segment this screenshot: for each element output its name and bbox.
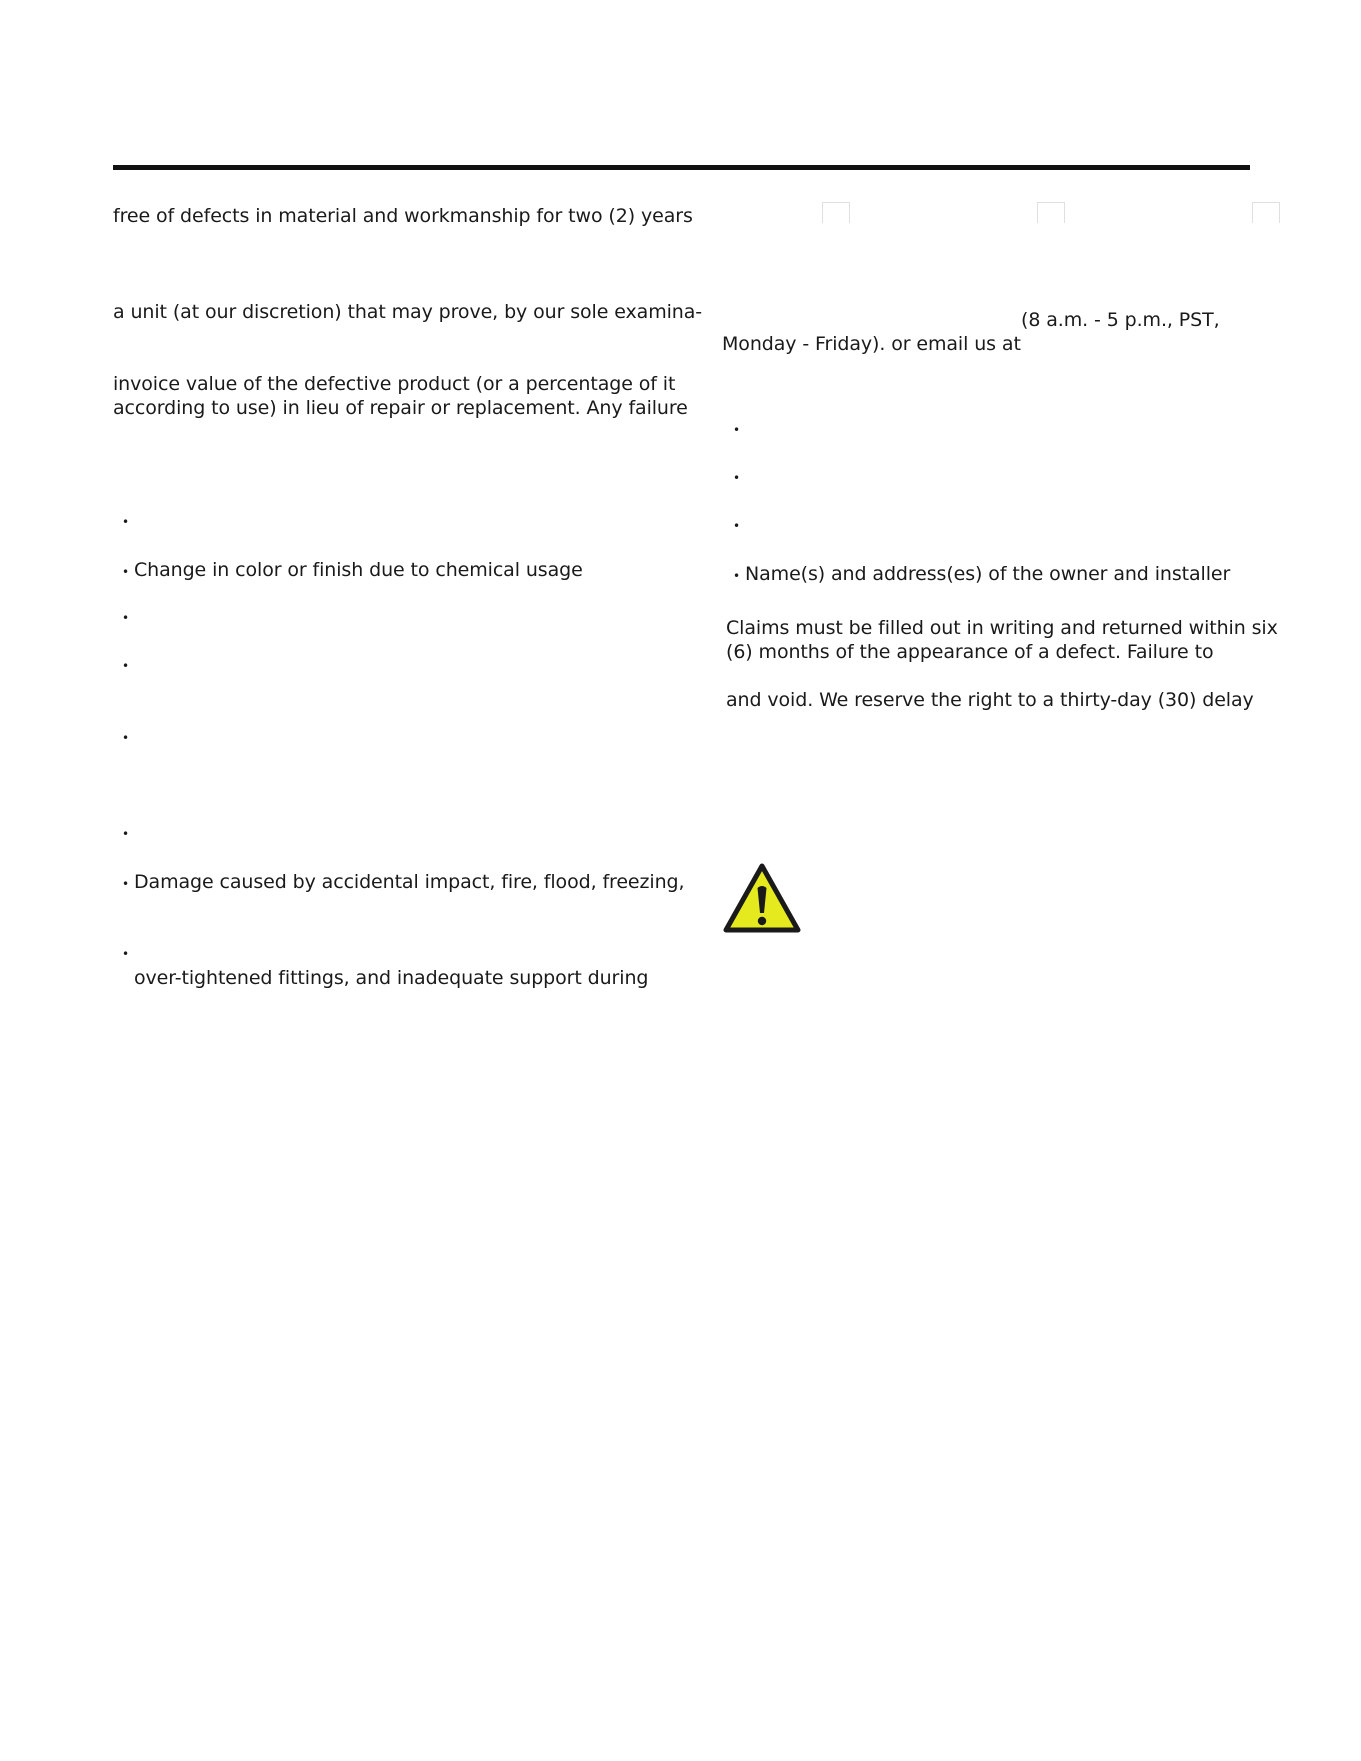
header-rule (113, 165, 1250, 170)
bullet-marker: • (733, 569, 741, 583)
support-hours: (8 a.m. - 5 p.m., PST, (1021, 309, 1220, 331)
exclusion-item-damage: Damage caused by accidental impact, fire, flood, freezing, (134, 871, 685, 893)
bullet-marker: • (122, 947, 130, 961)
support-days-email: Monday - Friday). or email us at (722, 333, 1021, 355)
table-header-cell-marker (822, 202, 850, 223)
bullet-marker: • (733, 471, 741, 485)
bullet-marker: • (122, 515, 130, 529)
warranty-text-line: according to use) in lieu of repair or replacement. Any failure (113, 397, 688, 419)
claims-text-line: and void. We reserve the right to a thirty-day (30) delay (726, 689, 1254, 711)
exclusion-item-continuation: over-tightened fittings, and inadequate support during (134, 967, 649, 989)
bullet-marker: • (122, 565, 130, 579)
bullet-marker: • (122, 731, 130, 745)
warranty-text-line: a unit (at our discretion) that may prove, by our sole examina- (113, 301, 703, 323)
warranty-text-line: free of defects in material and workmanship for two (2) years (113, 205, 693, 227)
bullet-marker: • (122, 611, 130, 625)
bullet-marker: • (122, 827, 130, 841)
warranty-text-line: invoice value of the defective product (or a percentage of it (113, 373, 676, 395)
bullet-marker: • (122, 877, 130, 891)
bullet-marker: • (733, 423, 741, 437)
claims-text-line: (6) months of the appearance of a defect. Failure to (726, 641, 1214, 663)
claim-requirement-names: Name(s) and address(es) of the owner and installer (745, 563, 1231, 585)
claims-text-line: Claims must be filled out in writing and returned within six (726, 617, 1278, 639)
bullet-marker: • (733, 519, 741, 533)
bullet-marker: • (122, 659, 130, 673)
warning-triangle-icon (722, 862, 802, 934)
exclusion-item-chemical: Change in color or finish due to chemical usage (134, 559, 583, 581)
table-header-cell-marker (1037, 202, 1065, 223)
table-header-cell-marker (1252, 202, 1280, 223)
